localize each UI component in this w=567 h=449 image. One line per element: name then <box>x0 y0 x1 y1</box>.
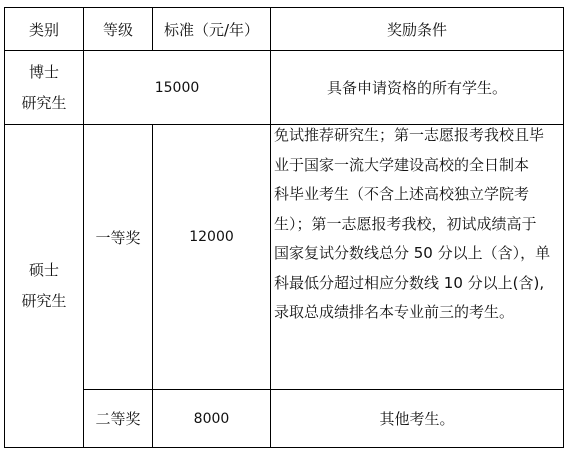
header-level: 等级 <box>84 8 153 51</box>
condition-line: 科毕业考生（不含上述高校独立学院考 <box>274 185 530 203</box>
condition-line: 录取总成绩排名本专业前三的考生。 <box>274 303 515 321</box>
phd-category-cell <box>5 51 84 125</box>
phd-condition: 具备申请资格的所有学生。 <box>271 51 564 125</box>
condition-line: 免试推荐研究生；第一志愿报考我校且毕 <box>274 126 545 144</box>
condition-line: 科最低分超过相应分数线 10 分以上(含), <box>274 273 545 292</box>
header-condition: 奖励条件 <box>271 8 564 51</box>
first-prize-level: 一等奖 <box>84 125 153 390</box>
second-prize-condition: 其他考生。 <box>271 390 564 448</box>
second-prize-amount: 8000 <box>153 390 271 448</box>
table-row <box>5 390 564 448</box>
first-prize-condition <box>271 125 564 390</box>
master-category-cell <box>5 125 84 448</box>
header-standard: 标准（元/年） <box>153 8 271 51</box>
table-row <box>5 125 564 390</box>
scholarship-table <box>4 7 564 448</box>
condition-line: 国家复试分数线总分 50 分以上（含），单 <box>274 244 551 262</box>
header-category: 类别 <box>5 8 84 51</box>
phd-category-line1: 博士 <box>28 62 59 81</box>
header-row <box>5 8 564 51</box>
first-prize-amount: 12000 <box>153 125 271 390</box>
phd-category-line2: 研究生 <box>21 93 67 112</box>
condition-line: 业于国家一流大学建设高校的全日制本 <box>274 155 530 174</box>
second-prize-level: 二等奖 <box>84 390 153 448</box>
phd-amount: 15000 <box>84 51 271 125</box>
master-category-line2: 研究生 <box>21 292 67 310</box>
master-category-line1: 硕士 <box>28 261 59 279</box>
condition-line: 生）；第一志愿报考我校，初试成绩高于 <box>274 214 537 233</box>
table-row <box>5 51 564 125</box>
